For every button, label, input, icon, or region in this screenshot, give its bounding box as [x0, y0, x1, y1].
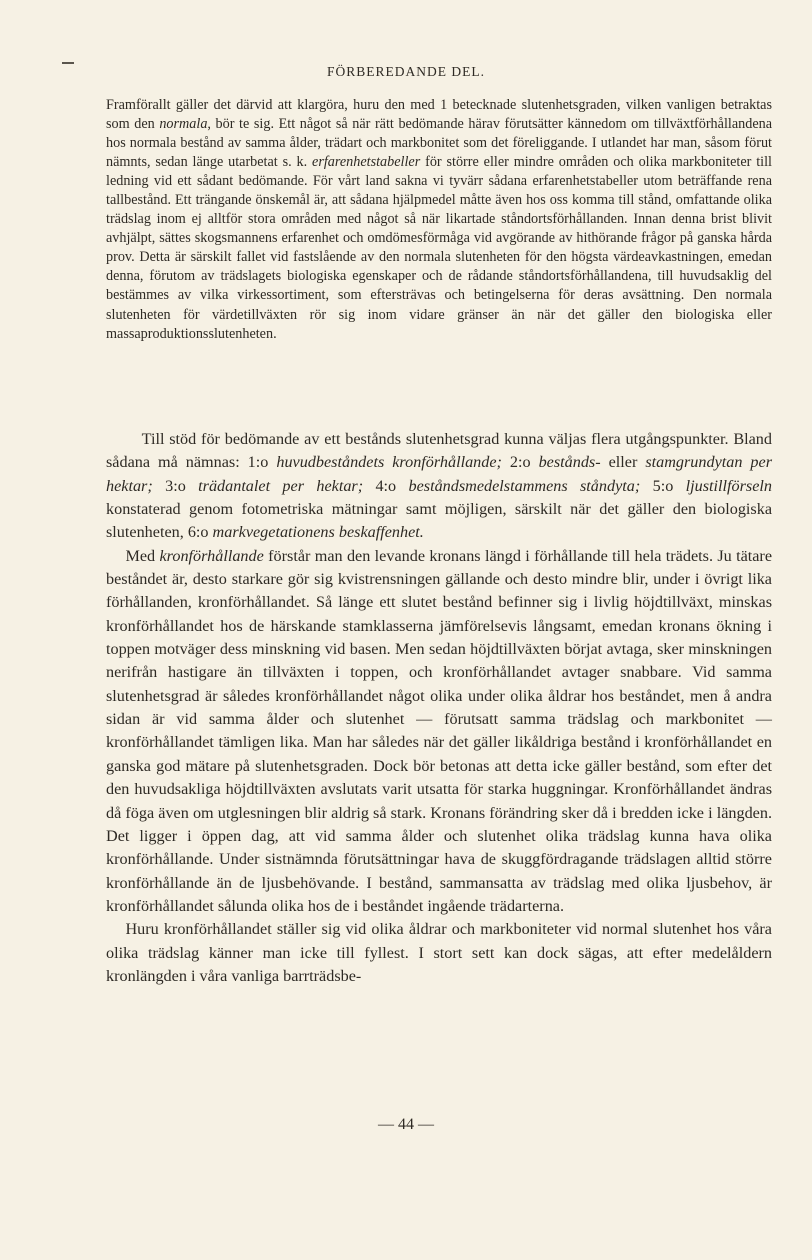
text-run: , bör te sig. Ett något så när rätt bedömande härav förutsätter kännedom om tillväxtförhållandena hos normala bestånd av samma ålder, trädart och markbonitet som det föreliggande. I utlandet har man, såsom förut nämnts, sedan länge utarbetat s. k. [106, 116, 773, 171]
italic-term: bestånds- [538, 453, 601, 472]
page-number: — 44 — [378, 1116, 434, 1133]
text-run: 3:o [152, 476, 199, 495]
intro-text-block [106, 96, 772, 344]
running-header: FÖRBEREDANDE DEL. [327, 64, 485, 79]
text-run: 2:o [501, 453, 539, 472]
text-run: konstaterad genom fotometriska mätningar samt möjligen, särskilt när det gäller den biologiska slutenheten, 6:o [106, 500, 772, 542]
text-run: Till stöd för bedömande av ett bestånds slutenhetsgrad kunna väljas flera utgångspunkter. Bland sådana må nämnas: 1:o [106, 430, 772, 472]
text-run: Framförallt gäller det därvid att klargöra, huru den med 1 betecknade slutenhetsgraden, vilken vanligen betraktas som den [106, 97, 772, 133]
text-run: för större eller mindre områden och olika markboniteter till ledning vid ett sådant bedömande. För vårt land sakna vi tyvärr sådana erfarenhetstabeller utom beträffande rena tallbestånd. Ett trängande önskemål är, att sådana hjälpmedel måtte även hos oss komma till stånd, omfattande olika trädslag inom ej alltför stora områden med något så när likartade ståndortsförhållanden. Innan denna brist blivit avhjälpt, sättes skogsmannens erfarenhet och omdömesförmåga vid avgörande av hithörande frågor på ganska hårda prov. Detta är särskilt fallet vid fastslående av den normala slutenheten för den högsta värdeavkastningen, emedan denna, förutom av trädslagets biologiska egenskaper och de rådande ståndortsförhållandena, till huvudsaklig del bestämmes av vilka virkessortiment, som eftersträvas och betingelserna för deras avsättning. Den normala slutenheten för värdetillväxten rör sig inom vidare gränser än när det gäller den biologiska eller massaproduktionsslutenheten. [106, 154, 772, 342]
intro-paragraph [106, 96, 772, 344]
main-text-block [106, 428, 772, 988]
italic-term: stamgrundytan per hektar; [106, 453, 773, 495]
text-run: eller [600, 453, 646, 472]
body-paragraph-2 [106, 545, 772, 919]
text-run: 4:o [363, 476, 409, 495]
body-paragraph-1 [106, 428, 772, 545]
text-run: Med [125, 546, 160, 565]
italic-term: kronförhållande [159, 546, 264, 565]
text-run: förstår man den levande kronans längd i förhållande till hela trädets. Ju tätare beståndet är, desto starkare gör sig kvistrensningen gällande och desto mindre blir, under i övrigt lika förhållanden, kronförhållandet. Så länge ett slutet bestånd befinner sig i livlig höjdtillväxt, minskas kronförhållandet hos de härskande stamklasserna jämförelsevis långsamt, emedan kronans ökning i toppen motväger dess minskning vid basen. Men sedan höjdtillväxten börjat avtaga, sker minskningen nerifrån hastigare än tillväxten i toppen, och kronförhållandet avtager snabbare. Vid samma slutenhetsgrad är således kronförhållandet något olika under olika åldrar hos beståndet, men å andra sidan är vid samma ålder och slutenhet — förutsatt samma trädslag och markbonitet — kronförhållandet tämligen lika. Man har således när det gäller likåldriga bestånd i kronförhållandet en ganska god mätare på slutenhetsgraden. Dock bör betonas att detta icke gäller bestånd, som efter det den huvudsakliga höjdtillväxten avslutats varit utsatta för starka huggningar. Kronförhållandet ändras då föga även om utglesningen blir aldrig så stark. Kronans förändring sker då i bredden icke i längden. Det ligger i öppen dag, att vid samma ålder och slutenhet olika trädslag kunna hava olika kronförhållande. Under sistnämnda förutsättningar hava de skuggfördragande trädslagen alltid större kronförhållande än de ljusbehövande. I bestånd, sammansatta av trädslag med olika ljusbehov, är kronförhållandet sålunda olika hos de i beståndet ingående trädarterna. [106, 546, 773, 915]
italic-term: huvudbeståndets kronförhållande; [276, 453, 502, 472]
italic-term: ljustillförseln [685, 476, 773, 495]
italic-term: beståndsmedelstammens ståndyta; [408, 476, 641, 495]
italic-term: trädantalet per hektar; [198, 476, 364, 495]
body-paragraph-3 [106, 918, 772, 988]
text-run: Huru kronförhållandet ställer sig vid olika åldrar och markboniteter vid normal slutenhet hos våra olika trädslag känner man icke till fyllest. I stort sett kan dock sägas, att efter medelåldern kronlängden i våra vanliga barrträdsbe- [106, 920, 772, 985]
text-run: 5:o [640, 476, 686, 495]
italic-term: markvegetationens beskaffenhet. [212, 523, 424, 542]
italic-term: normala [159, 116, 208, 133]
italic-term: erfarenhetstabeller [312, 154, 421, 171]
